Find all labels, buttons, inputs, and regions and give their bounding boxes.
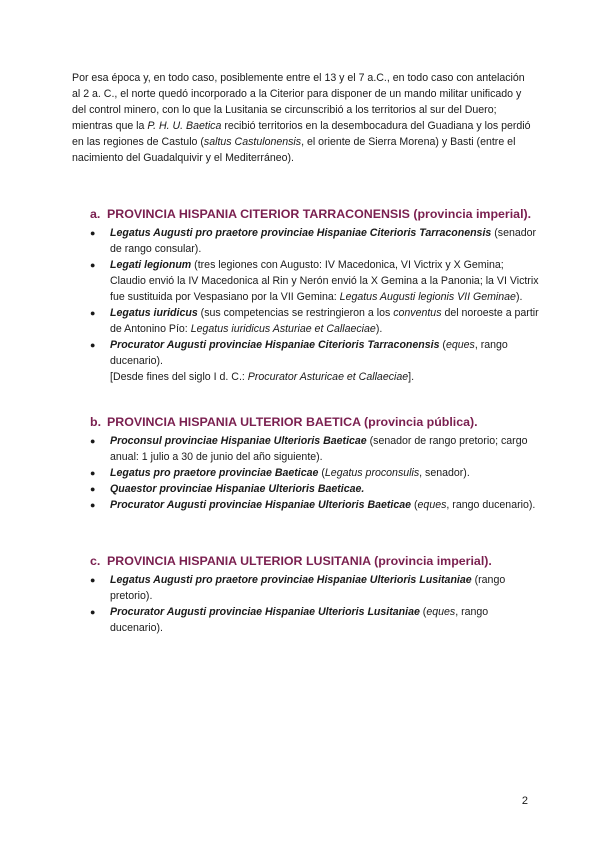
office-note-italic: eques (417, 499, 447, 511)
office-note-italic: Legatus Augusti legionis VII Geminae (339, 291, 516, 303)
office-note: ( (411, 499, 418, 511)
bullet-icon: ● (90, 500, 96, 510)
office-note-italic: Legatus proconsulis (324, 467, 420, 479)
office-note: ( (318, 467, 325, 479)
office-note-italic: eques (426, 606, 456, 618)
office-note: (senador de rango pretorio; cargo anual: 1 julio a 30 de junio del año siguiente). (110, 435, 528, 463)
section-b-list (90, 433, 540, 513)
section-a-heading (90, 206, 540, 222)
bullet-icon: ● (90, 340, 96, 350)
bullet-icon: ● (90, 228, 96, 238)
office-note-italic-2: Legatus iuridicus Asturiae et Callaeciae (190, 323, 376, 335)
list-item (90, 225, 540, 257)
office-title: Legatus iuridicus (110, 307, 198, 319)
bullet-icon: ● (90, 575, 96, 585)
office-note: (rango pretorio). (110, 574, 506, 602)
office-title: Legatus pro praetore provinciae Baeticae (110, 467, 319, 479)
intro-italic-1: P. H. U. Baetica (147, 120, 222, 132)
list-item (90, 433, 540, 465)
list-item (90, 481, 540, 497)
bullet-icon: ● (90, 468, 96, 478)
bullet-icon: ● (90, 260, 96, 270)
section-c-letter: c. (90, 554, 101, 568)
section-a-extra-note (90, 369, 540, 385)
office-note: (senador de rango consular). (110, 227, 537, 255)
section-a-list (90, 225, 540, 369)
extra-italic: Procurator Asturicae et Callaeciae (247, 371, 409, 383)
list-item (90, 257, 540, 305)
section-a-title: PROVINCIA HISPANIA CITERIOR TARRACONENSIS (provincia imperial). (107, 207, 532, 221)
office-title: Procurator Augusti provinciae Hispaniae Citerioris Tarraconensis (110, 339, 440, 351)
intro-paragraph (72, 70, 532, 166)
office-title: Proconsul provinciae Hispaniae Ulterioris Baeticae (110, 435, 367, 447)
section-b-letter: b. (90, 415, 102, 429)
intro-text-3: , el oriente de Sierra Morena) y Basti (entre el nacimiento del Guadalquivir y el Mediterráneo). (72, 136, 516, 164)
list-item (90, 572, 540, 604)
office-note-2: del noroeste a partir de Antonino Pío: (110, 307, 539, 335)
office-note: ( (419, 606, 427, 618)
section-b-heading (90, 414, 540, 430)
office-title: Legatus Augusti pro praetore provinciae Hispaniae Ulterioris Lusitaniae (110, 574, 472, 586)
office-note-end: , senador). (419, 467, 470, 479)
bullet-icon: ● (90, 607, 96, 617)
list-item (90, 465, 540, 481)
intro-text-1: Por esa época y, en todo caso, posiblemente entre el 13 y el 7 a.C., en todo caso con antelación al 2 a. C., el norte quedó incorporado a la Citerior para disponer de un mando militar unificado y del control minero, con lo que la Lusitania se circunscribió a los territorios al sur del Duero; mientras que la (72, 72, 525, 132)
office-note: ( (439, 339, 446, 351)
list-item (90, 305, 540, 337)
bullet-icon: ● (90, 436, 96, 446)
page-number: 2 (521, 795, 528, 807)
office-note-end: ). (375, 323, 383, 335)
office-note: (sus competencias se restringieron a los (197, 307, 394, 319)
bullet-icon: ● (90, 484, 96, 494)
bullet-icon: ● (90, 308, 96, 318)
office-title: Legati legionum (110, 259, 192, 271)
extra-text: [Desde fines del siglo I d. C.: (110, 371, 248, 383)
office-note-italic: conventus (393, 307, 442, 319)
intro-italic-2: saltus Castulonensis (203, 136, 302, 148)
office-note-end: ). (515, 291, 523, 303)
office-note: (tres legiones con Augusto: IV Macedonica, VI Victrix y X Gemina; Claudio envió la IV Macedonica al Rin y Nerón envió la X Gemina a la Panonia; la VI Victrix fue sustituida por Vespasiano por la VII Gemina: (110, 259, 539, 303)
office-note-end: , rango ducenario). (446, 499, 536, 511)
list-item (90, 497, 540, 513)
section-a (90, 206, 540, 385)
list-item (90, 337, 540, 369)
section-c-heading (90, 553, 540, 569)
office-title: Legatus Augusti pro praetore provinciae Hispaniae Citerioris Tarraconensis (110, 227, 492, 239)
list-item (90, 604, 540, 636)
office-note-italic: eques (445, 339, 475, 351)
section-c (90, 553, 540, 636)
section-c-title: PROVINCIA HISPANIA ULTERIOR LUSITANIA (provincia imperial). (107, 554, 492, 568)
office-title: Quaestor provinciae Hispaniae Ulterioris Baeticae. (110, 483, 365, 495)
section-c-list (90, 572, 540, 636)
office-title: Procurator Augusti provinciae Hispaniae Ulterioris Baeticae (110, 499, 412, 511)
intro-text-2: recibió territorios en la desembocadura del Guadiana y los perdió en las regiones de Castulo ( (72, 120, 531, 148)
extra-end: ]. (408, 371, 415, 383)
office-title: Procurator Augusti provinciae Hispaniae Ulterioris Lusitaniae (110, 606, 420, 618)
office-note-end: , rango ducenario). (110, 339, 508, 367)
office-note-end: , rango ducenario). (110, 606, 489, 634)
section-b-title: PROVINCIA HISPANIA ULTERIOR BAETICA (provincia pública). (107, 415, 478, 429)
section-b (90, 414, 540, 513)
section-a-letter: a. (90, 207, 101, 221)
